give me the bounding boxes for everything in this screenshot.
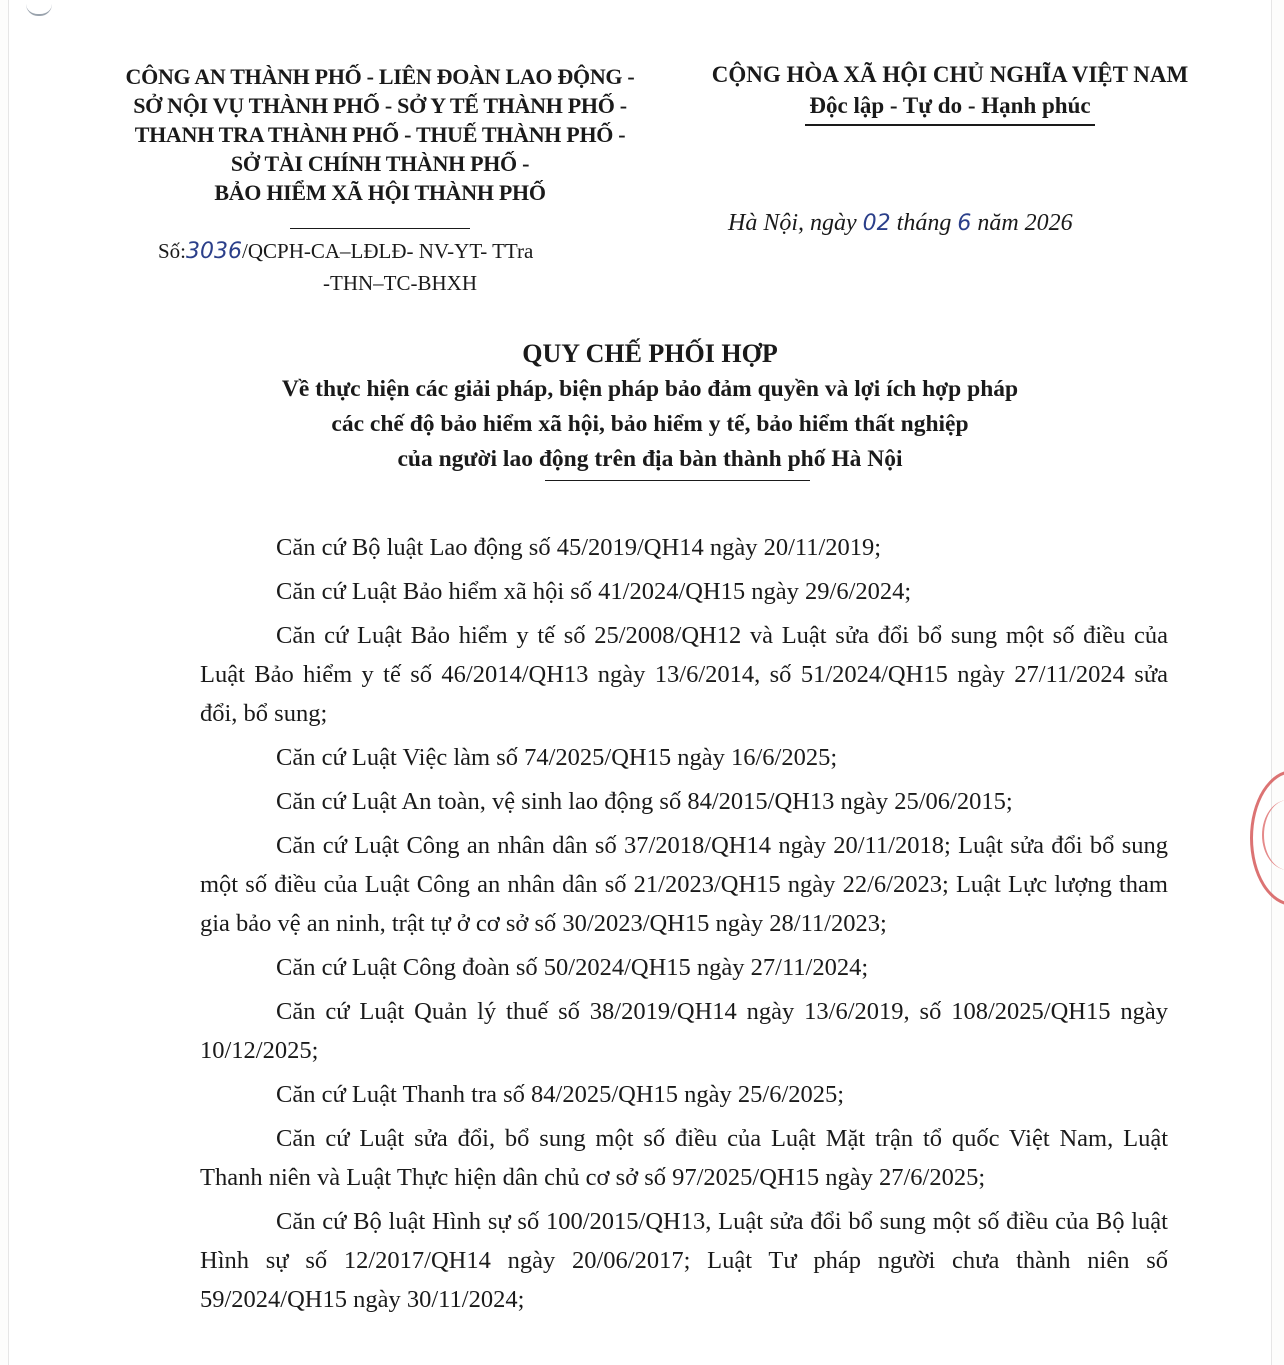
subject-line: của người lao động trên địa bàn thành phố Hà Nội — [397, 446, 903, 472]
legal-basis-paragraph: Căn cứ Luật Bảo hiểm y tế số 25/2008/QH12 và Luật sửa đổi bổ sung một số điều của Luật Bảo hiểm y tế số 46/2014/QH13 ngày 13/6/2014, số 51/2024/QH15 ngày 27/11/2024 sửa đổi, bổ sung; — [200, 622, 1168, 727]
docno-prefix: Số: — [158, 239, 187, 263]
date-prefix: Hà Nội, ngày — [728, 210, 857, 236]
legal-basis-paragraph: Căn cứ Luật Quản lý thuế số 38/2019/QH14 ngày 13/6/2019, số 108/2025/QH15 ngày 10/12/2025; — [200, 998, 1168, 1064]
agency-line: SỞ NỘI VỤ THÀNH PHỐ - SỞ Y TẾ THÀNH PHỐ - — [133, 93, 627, 118]
agency-line: THANH TRA THÀNH PHỐ - THUẾ THÀNH PHỐ - — [134, 122, 626, 147]
agency-line: BẢO HIỂM XÃ HỘI THÀNH PHỐ — [214, 180, 546, 205]
document-number-continued: -THN–TC-BHXH — [323, 271, 477, 295]
issue-date — [728, 206, 1073, 241]
title-rule — [545, 480, 810, 481]
agency-underline — [290, 228, 470, 229]
document-number — [158, 236, 533, 267]
national-header — [680, 60, 1220, 126]
agency-line: CÔNG AN THÀNH PHỐ - LIÊN ĐOÀN LAO ĐỘNG - — [125, 64, 635, 89]
date-day-handwritten: 02 — [862, 211, 891, 236]
agency-line: SỞ TÀI CHÍNH THÀNH PHỐ - — [230, 151, 530, 176]
legal-basis-paragraph: Căn cứ Luật sửa đổi, bổ sung một số điều của Luật Mặt trận tổ quốc Việt Nam, Luật Thanh niên và Luật Thực hiện dân chủ cơ sở số 97/2025/QH15 ngày 27/6/2025; — [200, 1125, 1168, 1191]
legal-basis-paragraph: Căn cứ Luật An toàn, vệ sinh lao động số 84/2015/QH13 ngày 25/06/2015; — [276, 788, 1013, 815]
docno-code: /QCPH-CA–LĐLĐ- NV-YT- TTra — [242, 239, 534, 263]
legal-basis-paragraph: Căn cứ Bộ luật Lao động số 45/2019/QH14 ngày 20/11/2019; — [276, 534, 882, 561]
docno-handwritten-number: 3036 — [186, 239, 243, 264]
date-month-prefix: tháng — [896, 210, 952, 236]
legal-basis-paragraph: Căn cứ Luật Bảo hiểm xã hội số 41/2024/QH15 ngày 29/6/2024; — [276, 578, 912, 605]
subject-line: Về thực hiện các giải pháp, biện pháp bảo đảm quyền và lợi ích hợp pháp — [281, 376, 1019, 402]
document-body — [200, 528, 1168, 1324]
date-month-handwritten: 6 — [957, 211, 972, 236]
legal-basis-paragraph: Căn cứ Luật Việc làm số 74/2025/QH15 ngày 16/6/2025; — [276, 744, 838, 771]
legal-basis-paragraph: Căn cứ Bộ luật Hình sự số 100/2015/QH13, Luật sửa đổi bổ sung một số điều của Bộ luật Hình sự số 12/2017/QH14 ngày 20/06/2017; Luật Tư pháp người chưa thành niên số 59/2024/QH15 ngày 30/11/2024; — [200, 1208, 1168, 1313]
legal-basis-paragraph: Căn cứ Luật Công an nhân dân số 37/2018/QH14 ngày 20/11/2018; Luật sửa đổi bổ sung một số điều của Luật Công an nhân dân số 21/2023/QH15 ngày 22/6/2023; Luật Lực lượng tham gia bảo vệ an ninh, trật tự ở cơ sở số 30/2023/QH15 ngày 28/11/2023; — [200, 832, 1168, 937]
legal-basis-paragraph: Căn cứ Luật Thanh tra số 84/2025/QH15 ngày 25/6/2025; — [276, 1081, 845, 1108]
document-type: QUY CHẾ PHỐI HỢP — [522, 339, 778, 368]
subject-line: các chế độ bảo hiểm xã hội, bảo hiểm y tế, bảo hiểm thất nghiệp — [331, 411, 969, 437]
national-motto: Độc lập - Tự do - Hạnh phúc — [805, 90, 1094, 126]
issuing-agencies — [90, 62, 670, 236]
date-year: năm 2026 — [977, 210, 1073, 236]
document-title — [120, 336, 1180, 477]
legal-basis-paragraph: Căn cứ Luật Công đoàn số 50/2024/QH15 ngày 27/11/2024; — [276, 954, 869, 981]
nation-title: CỘNG HÒA XÃ HỘI CHỦ NGHĨA VIỆT NAM — [711, 62, 1189, 87]
